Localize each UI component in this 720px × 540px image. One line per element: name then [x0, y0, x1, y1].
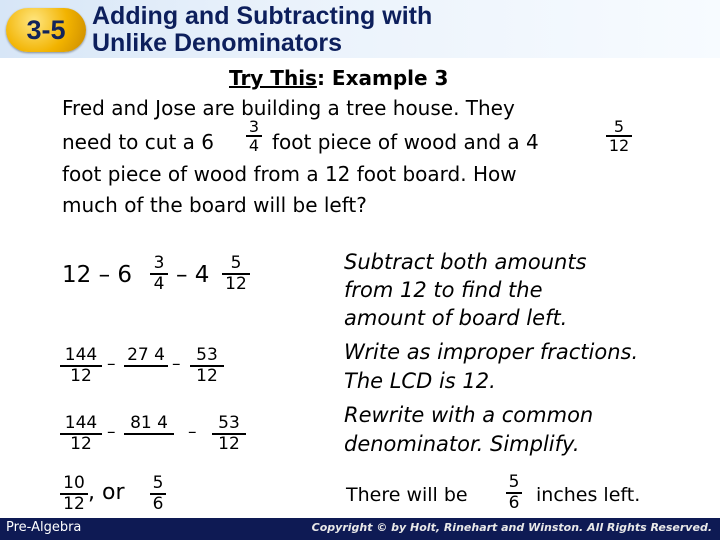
lesson-title-line1: Adding and Subtracting with: [92, 2, 433, 30]
fraction-denominator: 4: [248, 136, 260, 155]
explanation-3-line1: Rewrite with a common: [344, 403, 594, 427]
explanation-2-line1: Write as improper fractions.: [344, 340, 639, 364]
footer-bar: [0, 518, 720, 540]
step3-minus-1: –: [107, 422, 116, 442]
step2-fraction-53-12: [190, 346, 224, 386]
step3-fraction-81-4: [124, 414, 174, 454]
explanation-3-line2: denominator. Simplify.: [344, 432, 580, 456]
lesson-number: 3-5: [26, 15, 66, 45]
step3-fraction-144-12: [60, 414, 102, 454]
fraction-denominator: 12: [70, 434, 92, 454]
example-label: Try This: [229, 66, 317, 90]
step1-fraction-3-4: [150, 254, 168, 294]
answer-text-a: There will be: [346, 484, 468, 506]
step4-fraction-5-6: [150, 474, 166, 514]
lesson-badge: [6, 8, 86, 52]
fraction-denominator: 12: [608, 136, 630, 155]
problem-line-2a: need to cut a 6: [62, 130, 214, 154]
fraction-numerator: 3: [150, 254, 168, 275]
problem-fraction-5-12: [606, 118, 632, 154]
fraction-numerator: 144: [60, 414, 102, 435]
explanation-1-line1: Subtract both amounts: [344, 250, 587, 274]
step3-fraction-53-12: [212, 414, 246, 454]
fraction-numerator: 144: [60, 346, 102, 367]
problem-line-2b: foot piece of wood and a 4: [272, 130, 539, 154]
explanation-1-line2: from 12 to find the: [344, 278, 543, 302]
step3-minus-2: –: [188, 422, 197, 442]
problem-fraction-3-4: [246, 118, 262, 154]
fraction-denominator: 12: [225, 274, 247, 294]
course-name: Pre-Algebra: [6, 520, 82, 535]
step2-minus-2: –: [172, 354, 181, 374]
fraction-denominator: 6: [152, 494, 164, 514]
fraction-numerator: 53: [190, 346, 224, 367]
fraction-numerator: 81 4: [124, 414, 174, 435]
fraction-numerator: 53: [212, 414, 246, 435]
step1-part-b: – 4: [176, 262, 210, 288]
fraction-denominator: 12: [218, 434, 240, 454]
step4-or: , or: [88, 480, 125, 505]
fraction-numerator: 5: [150, 474, 166, 495]
fraction-denominator: 12: [70, 366, 92, 386]
step4-fraction-10-12: [60, 474, 88, 514]
step2-fraction-27-4: [124, 346, 168, 386]
answer-fraction-5-6: [506, 473, 522, 513]
step2-fraction-144-12: [60, 346, 102, 386]
fraction-denominator: 12: [196, 366, 218, 386]
fraction-numerator: 5: [606, 118, 632, 137]
fraction-denominator: 6: [508, 493, 520, 513]
fraction-denominator: 12: [63, 494, 85, 514]
step1-fraction-5-12: [222, 254, 250, 294]
step1-part-a: 12 – 6: [62, 262, 133, 288]
example-heading: [229, 66, 448, 90]
problem-line-4: much of the board will be left?: [62, 193, 367, 217]
example-number: : Example 3: [316, 66, 449, 90]
lesson-title-line2: Unlike Denominators: [92, 29, 343, 57]
header-bar: [0, 0, 720, 58]
fraction-numerator: 5: [506, 473, 522, 494]
fraction-numerator: 27 4: [124, 346, 168, 367]
problem-line-1: Fred and Jose are building a tree house. They: [62, 96, 515, 120]
answer-text-b: inches left.: [536, 484, 641, 506]
copyright-notice: Copyright © by Holt, Rinehart and Winston. All Rights Reserved.: [311, 521, 712, 534]
fraction-numerator: 3: [246, 118, 262, 137]
fraction-denominator: 4: [153, 274, 165, 294]
explanation-2-line2: The LCD is 12.: [344, 369, 496, 393]
fraction-numerator: 5: [222, 254, 250, 275]
step2-minus-1: –: [107, 354, 116, 374]
problem-line-3: foot piece of wood from a 12 foot board. How: [62, 162, 517, 186]
explanation-1-line3: amount of board left.: [344, 306, 568, 330]
fraction-numerator: 10: [60, 474, 88, 495]
